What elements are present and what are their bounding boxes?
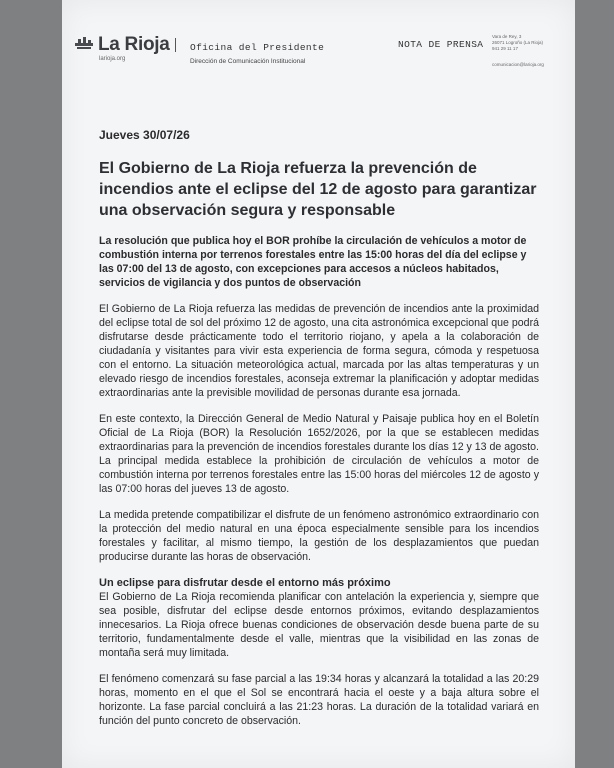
la-rioja-logo-icon <box>75 36 93 50</box>
contact-line: Vara de Rey, 3 <box>492 34 522 39</box>
release-date: Jueves 30/07/26 <box>99 128 190 142</box>
press-release-label: NOTA DE PRENSA <box>398 39 484 50</box>
contact-line: 26071 Logroño (La Rioja) <box>492 40 544 45</box>
contact-address <box>492 34 543 52</box>
body-paragraph: En este contexto, la Dirección General de Medio Natural y Paisaje publica hoy en el Boletín Oficial de La Rioja (BOR) la Resolución 1652/2026, por la que se establecen medidas extraordinarias para la prevención de incendios forestales durante los días 12 y 13 de agosto. La principal medida establece la prohibición de circulación de vehículos a motor de combustión interna por terrenos forestales entre las 15:00 horas del miércoles 12 de agosto y las 07:00 horas del jueves 13 de agosto. <box>99 413 539 495</box>
section-heading: Un eclipse para disfrutar desde el entorno más próximo <box>99 577 391 589</box>
office-name: Oficina del Presidente <box>190 42 325 53</box>
body-paragraph: El fenómeno comenzará su fase parcial a las 19:34 horas y alcanzará la totalidad a las 20:29 horas, momento en el que el Sol se encontrará hacia el oeste y a baja altura sobre el horizonte. La fase parcial concluirá a las 21:23 horas. La duración de la totalidad variará en función del punto concreto de observación. <box>99 673 539 727</box>
body-paragraph: La medida pretende compatibilizar el disfrute de un fenómeno astronómico extraordinario con la protección del medio natural en una época especialmente sensible para los incendios forestales y facilitar, al mismo tiempo, la gestión de los desplazamientos que puedan producirse durante las horas de observación. <box>99 509 539 563</box>
contact-email: comunicacion@larioja.org <box>492 62 544 67</box>
press-release-sheet <box>62 0 575 768</box>
headline: El Gobierno de La Rioja refuerza la prevención de incendios ante el eclipse del 12 de agosto para garantizar una observación segura y responsable <box>99 160 537 219</box>
header-divider <box>175 38 176 52</box>
body-paragraph: El Gobierno de La Rioja recomienda planificar con antelación la experiencia y, siempre que sea posible, disfrutar del eclipse desde entornos próximos, evitando desplazamientos innecesarios. La Rioja ofrece buenas condiciones de observación desde buena parte de su territorio, fundamentalmente desde el valle, mientras que la visibilidad en las zonas de montaña será muy limitada. <box>99 591 539 659</box>
press-release-body <box>99 128 539 740</box>
direction-name: Dirección de Comunicación Institucional <box>190 58 306 65</box>
letterhead <box>62 0 575 80</box>
contact-line: 941 29 11 17 <box>492 46 518 51</box>
logo-name: La Rioja <box>98 34 170 55</box>
body-paragraph: El Gobierno de La Rioja refuerza las medidas de prevención de incendios ante la proximidad del eclipse total de sol del próximo 12 de agosto, una cita astronómica excepcional que podrá disfrutarse desde prácticamente todo el territorio riojano, y apela a la colaboración de ciudadanía y visitantes para vivir esta experiencia de forma segura, cómoda y respetuosa con el entorno. La situación meteorológica actual, marcada por las altas temperaturas y un elevado riesgo de incendios forestales, aconseja extremar la planificación y adoptar medidas extraordinarias ante la previsible movilidad de personas durante esa jornada. <box>99 303 539 399</box>
lead-paragraph: La resolución que publica hoy el BOR prohíbe la circulación de vehículos a motor de combustión interna por terrenos forestales entre las 15:00 horas del día del eclipse y las 07:00 del 13 de agosto, con excepciones para accesos a núcleos habitados, servicios de vigilancia y dos puntos de observación <box>99 235 527 289</box>
logo-url: larioja.org <box>99 56 126 62</box>
